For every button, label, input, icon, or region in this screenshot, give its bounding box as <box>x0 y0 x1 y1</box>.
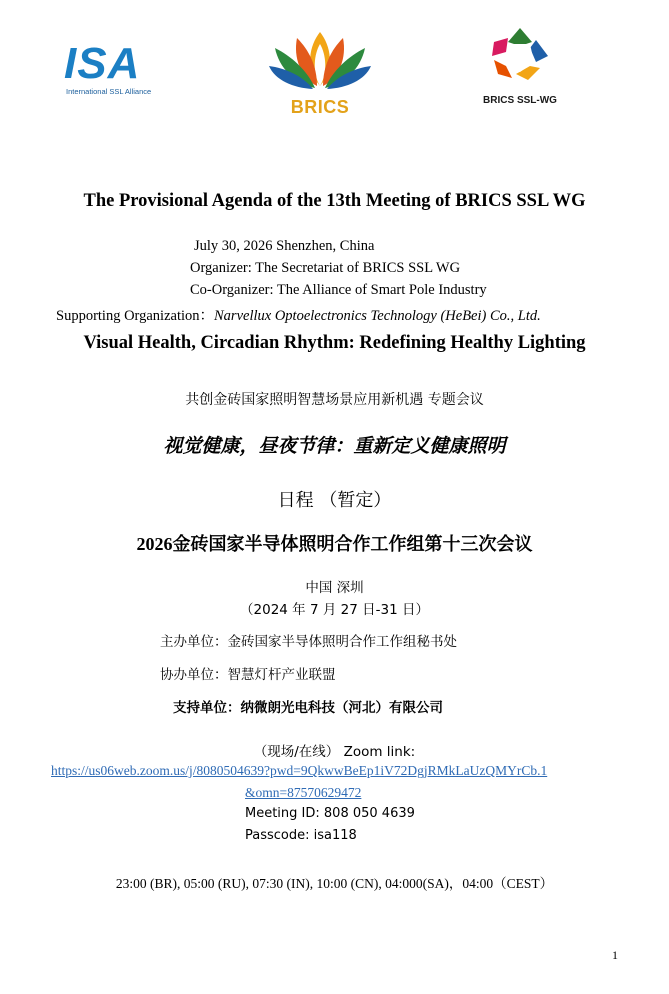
brics-sslwg-logo <box>470 22 570 104</box>
co-organizer-en: Co-Organizer: The Alliance of Smart Pole Industry <box>190 282 487 298</box>
page-number: 1 <box>612 948 618 962</box>
session-cn: 共创金砖国家照明智慧场景应用新机遇 专题会议 <box>185 392 484 408</box>
isa-wordmark: ISA <box>64 39 141 88</box>
supporting-label: Supporting Organization： <box>56 308 215 324</box>
organizer-cn: 主办单位：金砖国家半导体照明合作工作组秘书处 <box>160 634 457 650</box>
bricsswg-caption: BRICS SSL-WG <box>483 95 557 106</box>
dates-cn: （2024 年 7 月 27 日-31 日） <box>240 602 429 618</box>
lotus-icon <box>265 28 375 90</box>
supporting-organization <box>56 304 541 325</box>
supporter-cn: 支持单位：纳微朗光电科技（河北）有限公司 <box>173 700 443 716</box>
agenda-title: The Provisional Agenda of the 13th Meeting of BRICS SSL WG <box>83 191 586 211</box>
passcode: Passcode: isa118 <box>245 828 357 843</box>
isa-caption: International SSL Alliance <box>66 87 152 96</box>
meeting-cn: 2026金砖国家半导体照明合作工作组第十三次会议 <box>136 534 533 554</box>
zoom-link-line1[interactable]: https://us06web.zoom.us/j/8080504639?pwd=9QkwwBeEp1iV72DgjRMkLaUzQMYrCb.1 <box>51 763 548 778</box>
agenda-cn: 日程 （暂定） <box>277 490 392 511</box>
zoom-link-line2[interactable]: &omn=87570629472 <box>245 785 362 800</box>
pentagon-star-icon <box>470 22 570 84</box>
zoom-mode-label: （现场/在线） Zoom link: <box>253 744 416 760</box>
supporting-value: Narvellux Optoelectronics Technology (HeBei) Co., Ltd. <box>214 308 541 324</box>
theme-en: Visual Health, Circadian Rhythm: Redefining Healthy Lighting <box>83 333 586 353</box>
co-organizer-cn: 协办单位：智慧灯杆产业联盟 <box>160 667 336 683</box>
brics-wordmark: BRICS <box>290 97 350 117</box>
organizer-en: Organizer: The Secretariat of BRICS SSL WG <box>190 260 461 276</box>
theme-cn: 视觉健康，昼夜节律：重新定义健康照明 <box>163 435 506 457</box>
brics-logo <box>265 28 375 118</box>
date-location: July 30, 2026 Shenzhen, China <box>194 238 375 254</box>
isa-logo <box>60 39 160 102</box>
meeting-id: Meeting ID: 808 050 4639 <box>245 806 415 821</box>
time-zones: 23:00 (BR), 05:00 (RU), 07:30 (IN), 10:00 (CN), 04:000(SA)，04:00（CEST） <box>115 876 554 891</box>
location-cn: 中国 深圳 <box>305 580 364 596</box>
